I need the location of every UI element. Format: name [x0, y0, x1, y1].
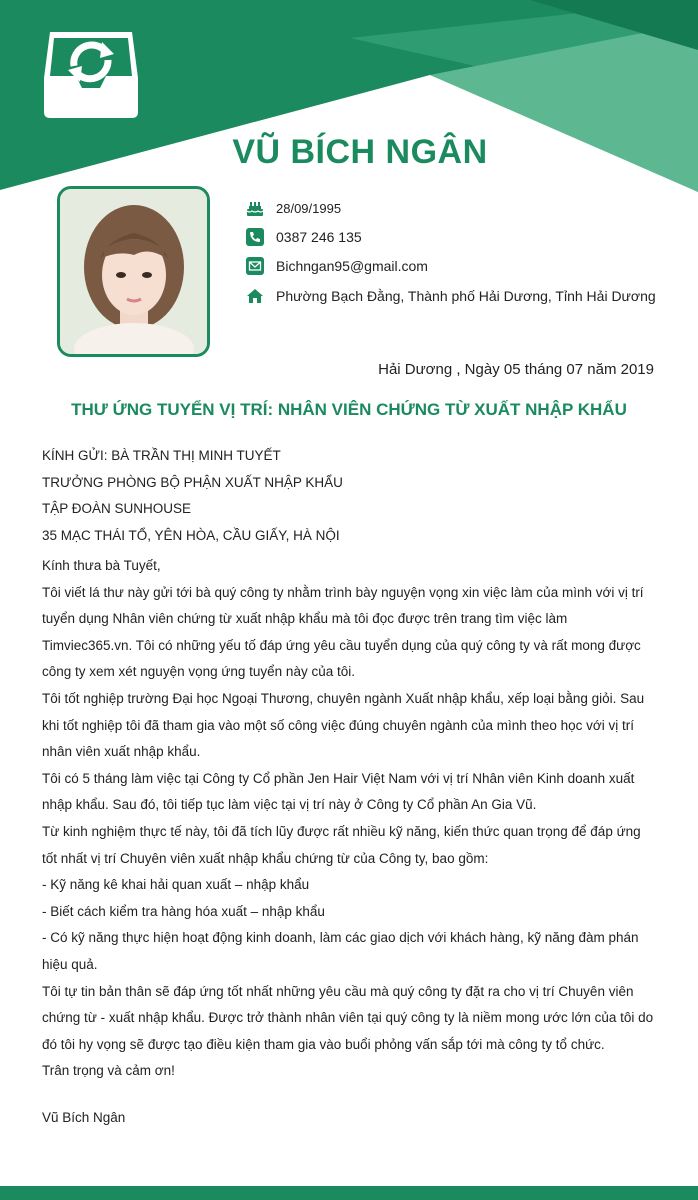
body-paragraph: Tôi tốt nghiệp trường Đại học Ngoại Thương, chuyên ngành Xuất nhập khẩu, xếp loại bằng giỏi. Sau khi tốt nghiệp tôi đã tham gia vào một số công việc đúng chuyên ngành của mình theo học với vị trí nhân viên xuất nhập khẩu.	[42, 690, 645, 760]
birthday-row	[246, 197, 341, 219]
closing: Trân trọng và cảm ơn!	[42, 1063, 175, 1079]
body-paragraph: Tôi viết lá thư này gửi tới bà quý công ty nhằm trình bày nguyện vọng xin việc làm của mình với vị trí tuyển dụng Nhân viên chứng từ xuất nhập khẩu mà tôi đọc được trên trang tìm việc làm Timviec365.vn. Tôi có những yếu tố đáp ứng yêu cầu tuyển dụng của quý công ty và rất mong được công ty xem xét nguyện vọng ứng tuyển này của tôi.	[42, 584, 644, 680]
place-date: Hải Dương , Ngày 05 tháng 07 năm 2019	[378, 361, 654, 378]
body-paragraph: Tôi tự tin bản thân sẽ đáp ứng tốt nhất những yêu cầu mà quý công ty đặt ra cho vị trí Chuyên viên chứng từ - xuất nhập khẩu. Được trở thành nhân viên tại quý công ty là niềm mong ước lớn của tôi do đó tôi hy vọng sẽ được tạo điều kiện tham gia vào buổi phỏng vấn sắp tới mà công ty tổ chức.	[42, 983, 654, 1052]
recycle-inbox-icon	[40, 26, 142, 120]
phone-value: 0387 246 135	[276, 229, 362, 245]
profile-photo	[57, 186, 210, 357]
recipient-block	[42, 443, 662, 549]
home-icon	[246, 287, 264, 305]
email-icon	[246, 257, 264, 275]
address-row	[246, 285, 656, 307]
recipient-line: KÍNH GỬI: BÀ TRẦN THỊ MINH TUYẾT	[42, 448, 281, 463]
signature: Vũ Bích Ngân	[42, 1110, 126, 1125]
applicant-name: VŨ BÍCH NGÂN	[232, 133, 488, 171]
birthday-cake-icon	[246, 199, 264, 217]
body-paragraph: Từ kinh nghiệm thực tế này, tôi đã tích lũy được rất nhiều kỹ năng, kiến thức quan trọng để đáp ứng tốt nhất vị trí Chuyên viên xuất nhập khẩu chứng từ của Công ty, bao gồm:	[42, 823, 641, 866]
phone-icon	[246, 228, 264, 246]
skill-item: - Biết cách kiểm tra hàng hóa xuất – nhập khẩu	[42, 903, 325, 919]
salutation: Kính thưa bà Tuyết,	[42, 558, 161, 573]
birthday-value: 28/09/1995	[276, 200, 342, 216]
recipient-line: TẬP ĐOÀN SUNHOUSE	[42, 501, 192, 516]
letter-title: THƯ ỨNG TUYỂN VỊ TRÍ: NHÂN VIÊN CHỨNG TỪ XUẤT NHẬP KHẨU	[71, 400, 627, 419]
footer-bar	[0, 1186, 698, 1200]
address-value: Phường Bạch Đằng, Thành phố Hải Dương, Tỉnh Hải Dương	[276, 288, 656, 304]
recipient-line: 35 MẠC THÁI TỔ, YÊN HÒA, CẦU GIẤY, HÀ NỘI	[42, 527, 340, 543]
recipient-line: TRƯỞNG PHÒNG BỘ PHẬN XUẤT NHẬP KHẨU	[42, 474, 343, 490]
email-row	[246, 255, 428, 277]
body-paragraph: Tôi có 5 tháng làm việc tại Công ty Cổ phần Jen Hair Việt Nam với vị trí Nhân viên Kinh doanh xuất nhập khẩu. Sau đó, tôi tiếp tục làm việc tại vị trí này ở Công ty Cổ phần An Gia Vũ.	[42, 770, 635, 813]
email-value: Bichngan95@gmail.com	[276, 258, 428, 274]
phone-row	[246, 226, 362, 248]
skill-item: - Kỹ năng kê khai hải quan xuất – nhập khẩu	[42, 877, 310, 893]
letter-body	[42, 553, 656, 1085]
skill-item: - Có kỹ năng thực hiện hoạt động kinh doanh, làm các giao dịch với khách hàng, kỹ năng đàm phán hiệu quả.	[42, 930, 639, 972]
